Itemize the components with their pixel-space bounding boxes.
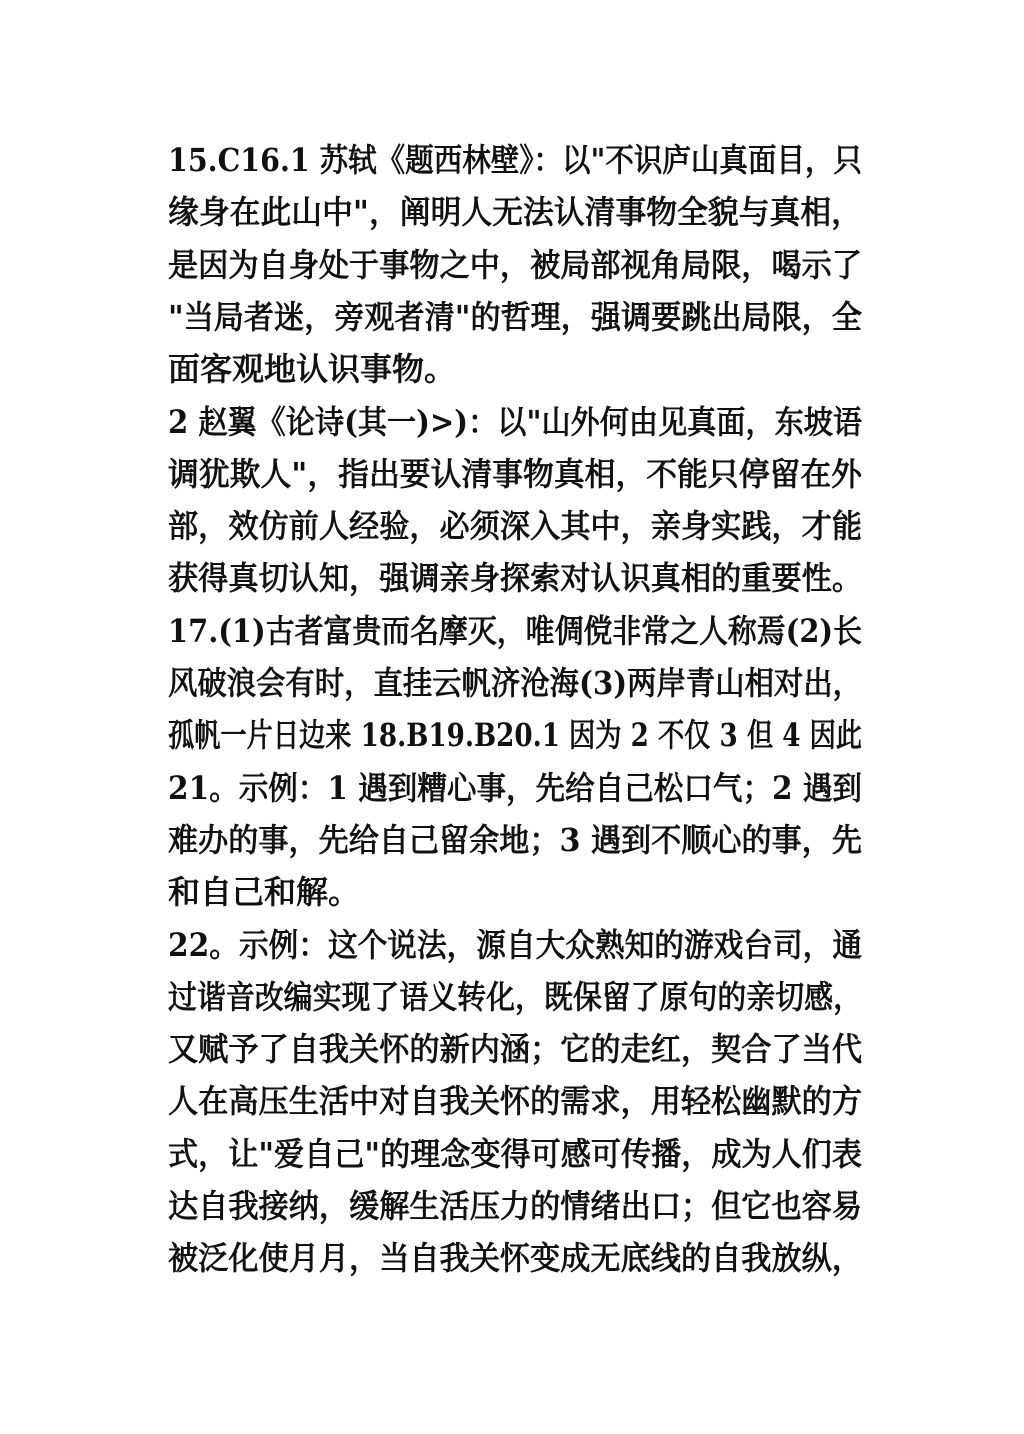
text-line-content: 15.C16.1 苏轼《题西林壁》：以"不识庐山真面目，只 bbox=[168, 141, 862, 179]
text-line-content: 22。示例：这个说法，源自大众熟知的游戏台司，通 bbox=[168, 925, 862, 964]
text-line bbox=[168, 291, 862, 343]
text-line-content: 式，让"爱自己"的理念变得可感可传播，成为人们表 bbox=[168, 1134, 862, 1173]
text-line bbox=[168, 1232, 862, 1284]
text-line bbox=[168, 343, 862, 395]
text-line-content: 缘身在此山中"，阐明人无法认清事物全貌与真相， bbox=[168, 193, 862, 232]
answer-text-block bbox=[168, 0, 862, 1434]
text-line-content: 过谐音改编实现了语义转化，既保留了原句的亲切感， bbox=[168, 977, 862, 1016]
text-line bbox=[168, 134, 862, 186]
text-line-content: 被泛化使月月，当自我关怀变成无底线的自我放纵， bbox=[168, 1239, 862, 1278]
text-line bbox=[168, 919, 862, 971]
text-line-content: 2 赵翼《论诗(其一)>)：以"山外何由见真面，东坡语 bbox=[168, 402, 862, 441]
text-line bbox=[168, 1128, 862, 1180]
text-line bbox=[168, 500, 862, 552]
text-line bbox=[168, 605, 862, 657]
text-line bbox=[168, 971, 862, 1023]
text-line-content: 又赋予了自我关怀的新内涵；它的走红，契合了当代 bbox=[168, 1030, 862, 1069]
text-line bbox=[168, 1023, 862, 1075]
text-line-content: 人在高压生活中对自我关怀的需求，用轻松幽默的方 bbox=[168, 1082, 862, 1121]
text-line bbox=[168, 396, 862, 448]
text-line bbox=[168, 1180, 862, 1232]
text-line-content: 获得真切认知，强调亲身探索对认识真相的重要性。 bbox=[168, 559, 862, 598]
text-line bbox=[168, 866, 862, 918]
text-line bbox=[168, 186, 862, 238]
text-line bbox=[168, 448, 862, 500]
text-line bbox=[168, 552, 862, 604]
text-line-content: 21。示例：1 遇到糟心事，先给自己松口气；2 遇到 bbox=[168, 768, 862, 807]
text-line-content: 难办的事，先给自己留余地；3 遇到不顺心的事，先 bbox=[168, 820, 862, 859]
text-line-content: 达自我接纳，缓解生活压力的情绪出口；但它也容易 bbox=[168, 1187, 862, 1225]
text-line-content: 面客观地认识事物。 bbox=[168, 350, 457, 389]
text-line bbox=[168, 709, 862, 761]
text-line-content: 是因为自身处于事物之中，被局部视角局限，喝示了 bbox=[168, 245, 862, 284]
text-line-content: 部，效仿前人经验，必须深入其中，亲身实践，才能 bbox=[168, 507, 862, 546]
text-line bbox=[168, 239, 862, 291]
text-line-content: 和自己和解。 bbox=[168, 873, 361, 912]
text-line-content: 17.(1)古者富贵而名摩灭，唯倜傥非常之人称焉(2)长 bbox=[168, 611, 862, 650]
text-line bbox=[168, 814, 862, 866]
text-line-content: 孤帆一片日边来 18.B19.B20.1 因为 2 不仅 3 但 4 因此 bbox=[168, 716, 862, 755]
text-line bbox=[168, 1075, 862, 1127]
text-line-content: "当局者迷，旁观者清"的哲理，强调要跳出局限，全 bbox=[168, 297, 862, 336]
text-line-content: 风破浪会有时，直挂云帆济沧海(3)两岸青山相对出， bbox=[168, 664, 862, 702]
text-line bbox=[168, 657, 862, 709]
text-line-content: 调犹欺人"，指出要认清事物真相，不能只停留在外 bbox=[168, 454, 862, 493]
text-line bbox=[168, 762, 862, 814]
